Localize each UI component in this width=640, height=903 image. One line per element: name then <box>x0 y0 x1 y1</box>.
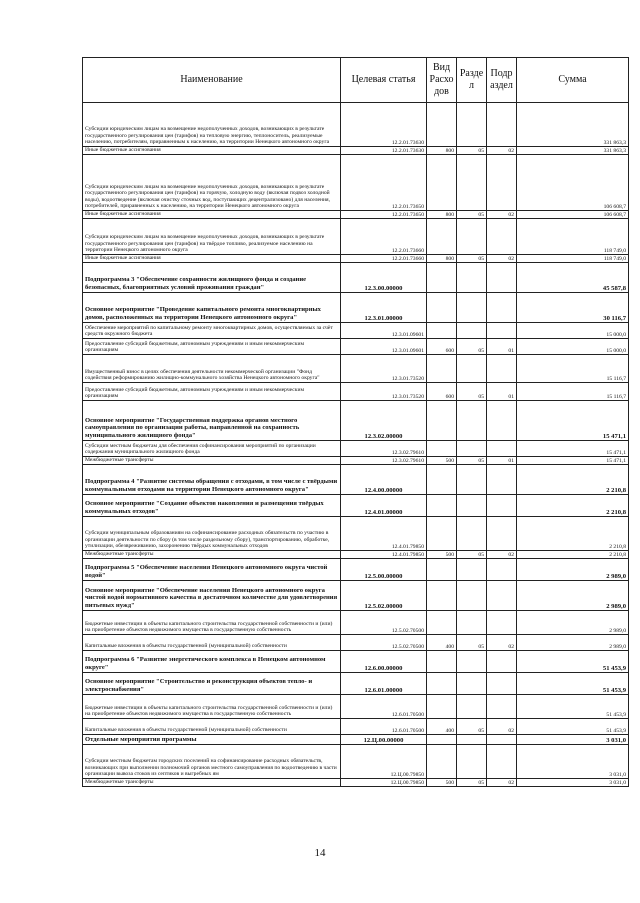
table-row <box>83 263 629 293</box>
row-subsection <box>487 219 517 255</box>
row-section <box>457 293 487 323</box>
row-section <box>457 559 487 581</box>
row-name: Капитальные вложения в объекты государственной (муниципальной) собственности <box>83 719 341 735</box>
row-name: Бюджетные инвестиции в объекты капитального строительства государственной собственности и (или) на приобретение объектов недвижимого имущества в государственную собственность <box>83 611 341 635</box>
row-section <box>457 517 487 551</box>
row-target-article: 12.Ц.00.79850 <box>341 745 427 779</box>
row-subsection <box>487 155 517 211</box>
row-section <box>457 263 487 293</box>
table-row <box>83 339 629 355</box>
table-row <box>83 735 629 745</box>
row-name: Субсидии местным бюджетам городских поселений на софинансирование расходных обязательств, возникающих при выполнении полномочий органов местного самоуправления по водоотведению в части организации вывоза стоков из септиков и выгребных ям <box>83 745 341 779</box>
row-subsection <box>487 293 517 323</box>
budget-table <box>82 57 629 787</box>
row-target-article: 12.Ц.00.00000 <box>341 735 427 745</box>
header-name: Наименование <box>83 58 341 103</box>
row-name: Капитальные вложения в объекты государственной (муниципальной) собственности <box>83 635 341 651</box>
row-sum: 331 863,3 <box>517 103 629 147</box>
table-row <box>83 745 629 779</box>
row-sum: 2 210,8 <box>517 465 629 495</box>
row-section: 05 <box>457 383 487 401</box>
row-target-article: 12.3.01.09601 <box>341 323 427 339</box>
row-name: Основное мероприятие "Проведение капитального ремонта многоквартирных домов, расположенных на территории Ненецкого автономного округа" <box>83 293 341 323</box>
row-target-article: 12.2.01.73660 <box>341 219 427 255</box>
row-name: Подпрограмма 3 "Обеспечение сохранности жилищного фонда и создание безопасных, благоприятных условий проживания граждан" <box>83 263 341 293</box>
row-subsection <box>487 401 517 441</box>
row-subsection <box>487 495 517 517</box>
table-row <box>83 581 629 611</box>
table-row <box>83 383 629 401</box>
row-target-article: 12.3.01.73520 <box>341 355 427 383</box>
row-subsection <box>487 611 517 635</box>
row-target-article: 12.2.01.73630 <box>341 103 427 147</box>
row-section <box>457 673 487 695</box>
row-section <box>457 581 487 611</box>
row-expense-type <box>427 219 457 255</box>
row-expense-type: 800 <box>427 255 457 263</box>
row-target-article: 12.3.02.00000 <box>341 401 427 441</box>
row-name: Подпрограмма 4 "Развитие системы обращения с отходами, в том числе с твёрдыми коммунальными отходами на территории Ненецкого автономного округа" <box>83 465 341 495</box>
table-row <box>83 155 629 211</box>
row-expense-type <box>427 263 457 293</box>
header-sum: Сумма <box>517 58 629 103</box>
row-expense-type: 800 <box>427 147 457 155</box>
row-name: Подпрограмма 6 "Развитие энергетического комплекса в Ненецком автономном округе" <box>83 651 341 673</box>
row-expense-type: 600 <box>427 383 457 401</box>
header-target-article: Целевая статья <box>341 58 427 103</box>
row-expense-type <box>427 441 457 457</box>
row-subsection <box>487 263 517 293</box>
row-expense-type: 400 <box>427 719 457 735</box>
row-name: Иные бюджетные ассигнования <box>83 211 341 219</box>
row-expense-type: 400 <box>427 635 457 651</box>
row-expense-type: 600 <box>427 339 457 355</box>
row-sum: 2 989,0 <box>517 635 629 651</box>
row-target-article: 12.6.00.00000 <box>341 651 427 673</box>
row-subsection: 02 <box>487 719 517 735</box>
row-subsection <box>487 673 517 695</box>
row-expense-type <box>427 293 457 323</box>
row-section: 05 <box>457 779 487 787</box>
row-target-article: 12.3.01.09601 <box>341 339 427 355</box>
row-expense-type <box>427 611 457 635</box>
row-section <box>457 735 487 745</box>
row-expense-type <box>427 735 457 745</box>
table-row <box>83 779 629 787</box>
table-row <box>83 517 629 551</box>
row-section <box>457 495 487 517</box>
row-section <box>457 441 487 457</box>
row-section: 05 <box>457 719 487 735</box>
row-section: 05 <box>457 255 487 263</box>
row-sum: 118 749,0 <box>517 219 629 255</box>
row-subsection <box>487 695 517 719</box>
row-name: Иные бюджетные ассигнования <box>83 255 341 263</box>
row-subsection <box>487 441 517 457</box>
row-expense-type: 500 <box>427 457 457 465</box>
row-sum: 3 031,0 <box>517 735 629 745</box>
row-sum: 3 031,0 <box>517 779 629 787</box>
row-name: Основное мероприятие "Создание объектов накопления и размещения твёрдых коммунальных отходов" <box>83 495 341 517</box>
row-subsection <box>487 651 517 673</box>
row-name: Основное мероприятие "Государственная поддержка органов местного самоуправления по организации работы, направленной на сохранность муниципального жилищного фонда" <box>83 401 341 441</box>
row-name: Субсидии муниципальным образованиям на софинансирование расходных обязательств по участию в организации деятельности по сбору (в том числе раздельному сбору), транспортированию, обработке, утилизации, обезвреживанию, захоронению твёрдых коммунальных отходов <box>83 517 341 551</box>
row-section <box>457 651 487 673</box>
row-target-article: 12.6.01.70500 <box>341 719 427 735</box>
table-row <box>83 323 629 339</box>
row-name: Межбюджетные трансферты <box>83 457 341 465</box>
row-subsection <box>487 465 517 495</box>
row-target-article: 12.2.01.73650 <box>341 211 427 219</box>
row-expense-type <box>427 745 457 779</box>
table-row <box>83 219 629 255</box>
row-target-article: 12.6.01.00000 <box>341 673 427 695</box>
row-sum: 45 587,8 <box>517 263 629 293</box>
page-number: 14 <box>314 847 326 859</box>
row-name: Обеспечение мероприятий по капитальному ремонту многоквартирных домов, осуществляемых за счёт средств окружного бюджета <box>83 323 341 339</box>
row-sum: 2 210,8 <box>517 517 629 551</box>
row-section: 05 <box>457 339 487 355</box>
row-subsection <box>487 517 517 551</box>
row-name: Иные бюджетные ассигнования <box>83 147 341 155</box>
row-sum: 51 453,9 <box>517 673 629 695</box>
row-section: 05 <box>457 457 487 465</box>
row-target-article: 12.5.00.00000 <box>341 559 427 581</box>
row-sum: 30 116,7 <box>517 293 629 323</box>
row-name: Предоставление субсидий бюджетным, автономным учреждениям и иным некоммерческим организациям <box>83 339 341 355</box>
row-name: Основное мероприятие "Строительство и реконструкция объектов тепло- и электроснабжения" <box>83 673 341 695</box>
table-row <box>83 611 629 635</box>
row-sum: 15 116,7 <box>517 383 629 401</box>
table-row <box>83 211 629 219</box>
row-section: 05 <box>457 211 487 219</box>
row-expense-type <box>427 495 457 517</box>
table-row <box>83 551 629 559</box>
row-section <box>457 355 487 383</box>
table-row <box>83 441 629 457</box>
table-row <box>83 695 629 719</box>
row-subsection <box>487 745 517 779</box>
row-target-article: 12.4.01.79850 <box>341 551 427 559</box>
row-sum: 331 863,3 <box>517 147 629 155</box>
row-target-article: 12.3.01.00000 <box>341 293 427 323</box>
row-sum: 2 989,0 <box>517 611 629 635</box>
table-row <box>83 673 629 695</box>
row-sum: 2 989,0 <box>517 581 629 611</box>
row-subsection <box>487 581 517 611</box>
row-section <box>457 155 487 211</box>
row-sum: 15 471,1 <box>517 457 629 465</box>
row-expense-type <box>427 323 457 339</box>
row-section <box>457 401 487 441</box>
row-section <box>457 465 487 495</box>
row-sum: 51 453,9 <box>517 719 629 735</box>
row-expense-type: 800 <box>427 211 457 219</box>
row-subsection <box>487 103 517 147</box>
row-target-article: 12.5.02.00000 <box>341 581 427 611</box>
row-expense-type: 500 <box>427 779 457 787</box>
row-target-article: 12.4.01.00000 <box>341 495 427 517</box>
table-header-row <box>83 58 629 103</box>
row-target-article: 12.4.01.79850 <box>341 517 427 551</box>
row-target-article: 12.5.02.70500 <box>341 611 427 635</box>
row-sum: 15 000,0 <box>517 323 629 339</box>
row-target-article: 12.4.00.00000 <box>341 465 427 495</box>
row-sum: 15 471,1 <box>517 441 629 457</box>
row-subsection: 02 <box>487 779 517 787</box>
row-sum: 15 000,0 <box>517 339 629 355</box>
row-section: 05 <box>457 147 487 155</box>
row-section: 05 <box>457 551 487 559</box>
row-expense-type <box>427 401 457 441</box>
row-target-article: 12.3.01.73520 <box>341 383 427 401</box>
row-sum: 51 453,9 <box>517 651 629 673</box>
row-target-article: 12.2.01.73630 <box>341 147 427 155</box>
row-subsection: 02 <box>487 635 517 651</box>
row-section <box>457 103 487 147</box>
row-subsection <box>487 559 517 581</box>
table-row <box>83 495 629 517</box>
row-section <box>457 611 487 635</box>
table-row <box>83 559 629 581</box>
row-section <box>457 695 487 719</box>
row-name: Предоставление субсидий бюджетным, автономным учреждениям и иным некоммерческим организациям <box>83 383 341 401</box>
row-expense-type <box>427 355 457 383</box>
row-target-article: 12.3.02.79610 <box>341 457 427 465</box>
row-expense-type <box>427 103 457 147</box>
row-subsection: 02 <box>487 211 517 219</box>
row-subsection <box>487 355 517 383</box>
row-expense-type <box>427 559 457 581</box>
table-row <box>83 465 629 495</box>
table-row <box>83 651 629 673</box>
table-row <box>83 719 629 735</box>
row-subsection: 02 <box>487 551 517 559</box>
row-name: Субсидии юридическим лицам на возмещение недополученных доходов, возникающих в результате государственного регулирования цен (тарифов) на горячую, холодную воду (включая подвоз холодной воды), водоотведение (включая очистку сточных вод, поступающих децентрализовано) для населения, потребителей, приравненных к населению, на территории Ненецкого автономного округа <box>83 155 341 211</box>
table-row <box>83 401 629 441</box>
row-expense-type <box>427 651 457 673</box>
row-name: Основное мероприятие "Обеспечение населения Ненецкого автономного округа чистой водой нормативного качества в достаточном количестве для удовлетворения питьевых нужд" <box>83 581 341 611</box>
row-target-article: 12.2.01.73660 <box>341 255 427 263</box>
row-expense-type <box>427 155 457 211</box>
row-expense-type <box>427 465 457 495</box>
table-row <box>83 147 629 155</box>
row-expense-type <box>427 695 457 719</box>
row-sum: 2 210,8 <box>517 551 629 559</box>
row-subsection: 01 <box>487 457 517 465</box>
row-subsection: 02 <box>487 147 517 155</box>
row-target-article: 12.Ц.00.79850 <box>341 779 427 787</box>
row-section: 05 <box>457 635 487 651</box>
row-sum: 51 453,9 <box>517 695 629 719</box>
row-sum: 106 608,7 <box>517 211 629 219</box>
row-name: Субсидии местным бюджетам для обеспечения софинансирования мероприятий по организации содержания муниципального жилищного фонда <box>83 441 341 457</box>
row-name: Межбюджетные трансферты <box>83 551 341 559</box>
header-subsection: Подр аздел <box>487 58 517 103</box>
row-target-article: 12.6.01.70500 <box>341 695 427 719</box>
row-name: Подпрограмма 5 "Обеспечение населения Ненецкого автономного округа чистой водой" <box>83 559 341 581</box>
row-subsection <box>487 735 517 745</box>
row-sum: 2 210,8 <box>517 495 629 517</box>
row-section <box>457 323 487 339</box>
row-sum: 15 471,1 <box>517 401 629 441</box>
row-sum: 15 116,7 <box>517 355 629 383</box>
row-section <box>457 745 487 779</box>
table-row <box>83 355 629 383</box>
row-sum: 118 749,0 <box>517 255 629 263</box>
row-subsection: 01 <box>487 383 517 401</box>
row-name: Отдельные мероприятия программы <box>83 735 341 745</box>
row-subsection <box>487 323 517 339</box>
row-name: Имущественный взнос в целях обеспечения деятельности некоммерческой организации "Фонд содействия реформированию жилищно-коммунального хозяйства Ненецкого автономного округа" <box>83 355 341 383</box>
row-sum: 2 989,0 <box>517 559 629 581</box>
header-section: Разде л <box>457 58 487 103</box>
row-expense-type <box>427 673 457 695</box>
row-sum: 106 608,7 <box>517 155 629 211</box>
row-target-article: 12.2.01.73650 <box>341 155 427 211</box>
row-expense-type <box>427 581 457 611</box>
row-expense-type <box>427 517 457 551</box>
table-row <box>83 103 629 147</box>
row-target-article: 12.5.02.70500 <box>341 635 427 651</box>
row-subsection: 01 <box>487 339 517 355</box>
row-sum: 3 031,0 <box>517 745 629 779</box>
row-expense-type: 500 <box>427 551 457 559</box>
row-section <box>457 219 487 255</box>
row-subsection: 02 <box>487 255 517 263</box>
header-expense-type: Вид Расхо дов <box>427 58 457 103</box>
row-target-article: 12.3.02.79610 <box>341 441 427 457</box>
table-row <box>83 457 629 465</box>
row-target-article: 12.3.00.00000 <box>341 263 427 293</box>
row-name: Субсидии юридическим лицам на возмещение недополученных доходов, возникающих в результате государственного регулирования цен (тарифов) на твёрдое топливо, реализуемое населению на территории Ненецкого автономного округа <box>83 219 341 255</box>
row-name: Бюджетные инвестиции в объекты капитального строительства государственной собственности и (или) на приобретение объектов недвижимого имущества в государственную собственность <box>83 695 341 719</box>
table-row <box>83 635 629 651</box>
table-row <box>83 293 629 323</box>
row-name: Субсидии юридическим лицам на возмещение недополученных доходов, возникающих в результате государственного регулирования цен (тарифов) на тепловую энергию, теплоноситель, реализуемые населению, потребителям, приравненным к населению, на территории Ненецкого автономного округа <box>83 103 341 147</box>
table-row <box>83 255 629 263</box>
row-name: Межбюджетные трансферты <box>83 779 341 787</box>
